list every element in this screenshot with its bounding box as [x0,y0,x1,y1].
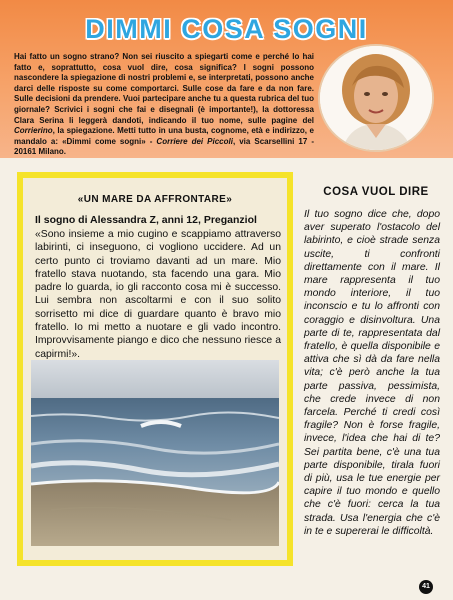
page-title: DIMMI COSA SOGNI [85,14,368,44]
header-band [0,0,453,158]
intro-journal: Corrierino [14,126,53,136]
intro-text: Hai fatto un sogno strano? Non sei riuscito a spiegarti come e perché lo hai fatto e, soprattutto, cosa vuol dire, cosa significa? I sogni possono nascondere la spiegazione di nostri problemi e, se interpretati, possono anche darci delle risposte su come comportarci. Sulle cose da fare e da non fare. Sulle decisioni da prendere. Vuoi partecipare anche tu a questa rubrica del tuo giornale? Scrivici i sogni che fai e disegnali (è importante!), la dottoressa Clara Serina li leggerà dandoti, indicando il tuo nome, sulle pagine del [14,52,314,125]
divider-band [0,158,453,170]
dream-heading: «UN MARE DA AFFRONTARE» [77,194,233,205]
interpretation-text: Il tuo sogno dice che, dopo aver superato l'ostacolo del labirinto, e cioè strade senza uscite, ti confronti direttamente con il mare. Il mare rappresenta il tuo mondo interiore, il tuo inconscio e tu lo affronti con coraggio e disinvoltura. Una parte di te, rappresentata dal fratello, è quella disponibile e attiva che sì dà da fare nella vita; c'è però anche la tua parte passiva, pessimista, che crede invece di non farcela. Perché ti credi così fragile? Non è forse fragile, invece, l'idea che hai di te? Sei partita bene, c'è una tua parte disponibile, tirala fuori di più, usa le tue energie per capire il tuo mondo e quello che c'è fuori: cerca la tua strada. Usa l'energia che c'è in te e supererai le difficoltà. [304,209,440,537]
page-number: 41 [419,580,433,594]
intro-address: , via Scarsellini 17 - 20161 Milano. [14,136,314,157]
intro-address-journal: Corriere dei Piccoli [156,136,233,146]
author-portrait [320,46,432,150]
intro-tail: , la spiegazione. Metti tutto in una busta, cognome, età e indirizzo, e mandalo a: «Dimmi come sogni» - [14,126,314,146]
sea-photo [31,360,279,546]
dream-text: «Sono insieme a mio cugino e scappiamo attraverso labirinti, ci inseguono, ci vogliono uccidere. Ad un certo punto ci troviamo davanti ad un mare. Mio fratello stava nuotando, sta facendo una gara. Mio padre lo guarda, io gli racconto cosa mi è successo. Lui sembra non ascoltarmi e con il suo solito sorrisetto mi dice di guardare quanto è bravo mio fratello. Io mi metto a nuotare e gli vado incontro. Improvvisamente piango e dico che nessuno riesce a capirmi!». [35,229,281,360]
portrait-image [320,46,432,150]
intro-paragraph [14,52,314,158]
dream-author: Il sogno di Alessandra Z, anni 12, Preganziol [35,214,257,226]
dream-box [17,172,293,566]
interpretation-heading: COSA VUOL DIRE [323,186,429,198]
sea-image [31,360,279,546]
